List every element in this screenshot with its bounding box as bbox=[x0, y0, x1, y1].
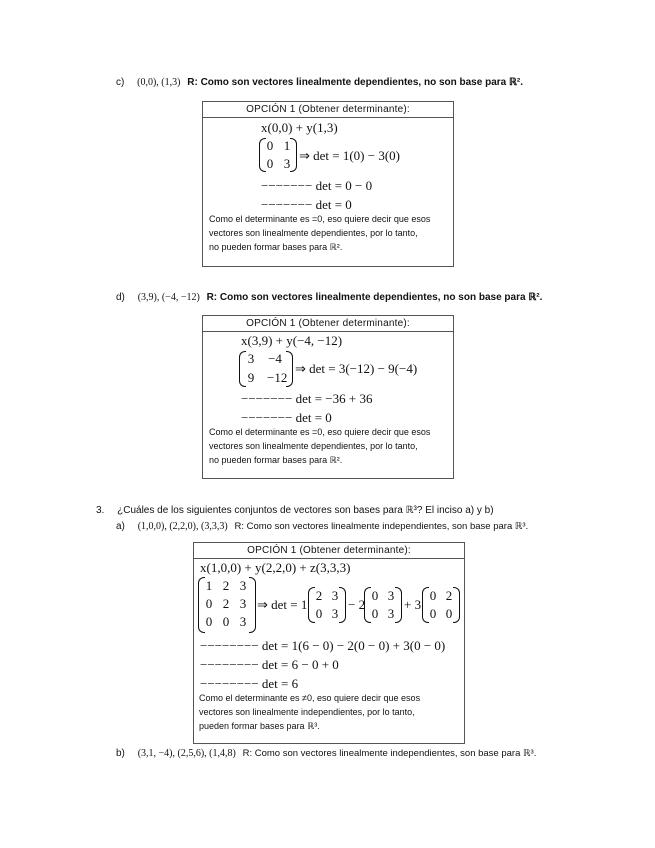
matrix-cell: 3 bbox=[283, 156, 291, 171]
matrix-cell: 0 bbox=[429, 588, 437, 603]
part-d-step1: −−−−−−− det = −36 + 36 bbox=[241, 391, 373, 406]
matrix-cell: 3 bbox=[247, 351, 255, 366]
part-c-implies: ⇒ det = 1(0) − 3(0) bbox=[299, 148, 401, 163]
matrix-cell: 2 bbox=[222, 578, 230, 593]
part-a-box-title: OPCIÓN 1 (Obtener determinante): bbox=[194, 543, 464, 559]
part-a-matrix bbox=[198, 577, 256, 633]
part-d-note-line1: Como el determinante es =0, eso quiere decir que esos bbox=[209, 427, 431, 437]
right-paren bbox=[339, 587, 346, 623]
part-d-note-line2: vectores son linealmente dependientes, por lo tanto, bbox=[209, 441, 418, 451]
matrix-cell: 0 bbox=[222, 614, 230, 629]
part-a-answer: R: Como son vectores linealmente independientes, son base para ℝ³. bbox=[234, 521, 529, 532]
part-d-vectors: (3,9), (−4, −12) bbox=[137, 292, 200, 303]
right-paren bbox=[453, 587, 460, 623]
part-c-note-line1: Como el determinante es =0, eso quiere decir que esos bbox=[209, 214, 431, 224]
part-d-label: d) bbox=[116, 292, 125, 303]
part-c-vectors: (0,0), (1,3) bbox=[137, 77, 181, 88]
matrix-cell: 3 bbox=[331, 588, 339, 603]
matrix-cell: −4 bbox=[268, 351, 282, 366]
matrix-cell: 1 bbox=[205, 578, 213, 593]
question-3-number: 3. bbox=[96, 505, 105, 516]
part-c-determinant-box bbox=[202, 101, 454, 267]
part-d-heading bbox=[116, 292, 542, 303]
part-a-note-line2: vectores son linealmente independientes, por lo tanto, bbox=[199, 707, 415, 717]
part-a-heading bbox=[116, 521, 528, 532]
matrix-cell: 0 bbox=[266, 156, 274, 171]
matrix-cell: 0 bbox=[205, 596, 213, 611]
right-paren bbox=[395, 587, 402, 623]
part-a-plus-3: + 3 bbox=[404, 597, 422, 612]
part-a-note-line1: Como el determinante es ≠0, eso quiere decir que esos bbox=[199, 693, 421, 703]
part-c-heading bbox=[116, 77, 523, 88]
part-d-implies: ⇒ det = 3(−12) − 9(−4) bbox=[295, 361, 418, 376]
part-d-determinant-box bbox=[202, 315, 454, 479]
part-c-label: c) bbox=[116, 77, 125, 88]
part-a-implies: ⇒ det = 1 bbox=[257, 597, 308, 612]
matrix-cell: 0 bbox=[429, 606, 437, 621]
matrix-cell: 2 bbox=[222, 596, 230, 611]
part-b-heading bbox=[116, 748, 536, 759]
part-d-combination: x(3,9) + y(−4, −12) bbox=[241, 333, 343, 348]
part-a-determinant-box bbox=[193, 542, 465, 744]
part-a-note-line3: pueden formar bases para ℝ³. bbox=[199, 721, 320, 731]
part-a-label: a) bbox=[116, 521, 125, 532]
part-d-step2: −−−−−−− det = 0 bbox=[241, 410, 332, 425]
right-paren bbox=[286, 351, 293, 387]
part-a-minus-2: − 2 bbox=[348, 597, 366, 612]
part-d-answer: R: Como son vectores linealmente dependientes, no son base para ℝ². bbox=[206, 292, 543, 303]
part-a-minor-1 bbox=[308, 587, 346, 623]
part-c-matrix bbox=[259, 138, 297, 172]
matrix-cell: 2 bbox=[315, 588, 323, 603]
part-c-answer: R: Como son vectores linealmente dependientes, no son base para ℝ². bbox=[187, 77, 524, 88]
part-d-note-line3: no pueden formar bases para ℝ². bbox=[209, 455, 343, 465]
matrix-cell: 3 bbox=[239, 596, 247, 611]
part-c-note-line3: no pueden formar bases para ℝ². bbox=[209, 242, 343, 252]
question-3-text: ¿Cuáles de los siguientes conjuntos de vectores son bases para ℝ³? El inciso a) y b) bbox=[117, 505, 494, 516]
matrix-cell: 0 bbox=[371, 588, 379, 603]
right-paren bbox=[290, 138, 297, 172]
matrix-cell: 3 bbox=[387, 606, 395, 621]
matrix-cell: 0 bbox=[315, 606, 323, 621]
part-a-minor-3 bbox=[422, 587, 460, 623]
matrix-cell: 3 bbox=[239, 578, 247, 593]
part-d-matrix bbox=[239, 351, 293, 387]
matrix-cell: 0 bbox=[266, 138, 274, 153]
part-d-box-title: OPCIÓN 1 (Obtener determinante): bbox=[203, 316, 453, 332]
part-a-step1: −−−−−−−− det = 1(6 − 0) − 2(0 − 0) + 3(0 − 0) bbox=[200, 638, 446, 653]
matrix-cell: 9 bbox=[247, 370, 255, 385]
part-c-step2: −−−−−−− det = 0 bbox=[261, 197, 352, 212]
matrix-cell: 3 bbox=[387, 588, 395, 603]
part-c-step1: −−−−−−− det = 0 − 0 bbox=[261, 178, 373, 193]
matrix-cell: 3 bbox=[331, 606, 339, 621]
part-b-vectors: (3,1, −4), (2,5,6), (1,4,8) bbox=[137, 748, 236, 759]
matrix-cell: 0 bbox=[371, 606, 379, 621]
part-b-label: b) bbox=[116, 748, 125, 759]
part-b-answer: R: Como son vectores linealmente independientes, son base para ℝ³. bbox=[242, 748, 537, 759]
part-a-step3: −−−−−−−− det = 6 bbox=[200, 676, 299, 691]
part-a-vectors: (1,0,0), (2,2,0), (3,3,3) bbox=[137, 521, 228, 532]
part-c-note-line2: vectores son linealmente dependientes, por lo tanto, bbox=[209, 228, 418, 238]
matrix-cell: 0 bbox=[445, 606, 453, 621]
matrix-cell: −12 bbox=[267, 370, 288, 385]
matrix-cell: 3 bbox=[239, 614, 247, 629]
part-a-minor-2 bbox=[364, 587, 402, 623]
matrix-cell: 0 bbox=[205, 614, 213, 629]
part-a-combination: x(1,0,0) + y(2,2,0) + z(3,3,3) bbox=[200, 560, 351, 575]
question-3-heading bbox=[96, 505, 494, 516]
part-c-box-title: OPCIÓN 1 (Obtener determinante): bbox=[203, 102, 453, 118]
matrix-cell: 2 bbox=[445, 588, 453, 603]
part-a-step2: −−−−−−−− det = 6 − 0 + 0 bbox=[200, 657, 339, 672]
part-c-combination: x(0,0) + y(1,3) bbox=[261, 120, 338, 135]
matrix-cell: 1 bbox=[283, 138, 291, 153]
right-paren bbox=[249, 577, 256, 633]
